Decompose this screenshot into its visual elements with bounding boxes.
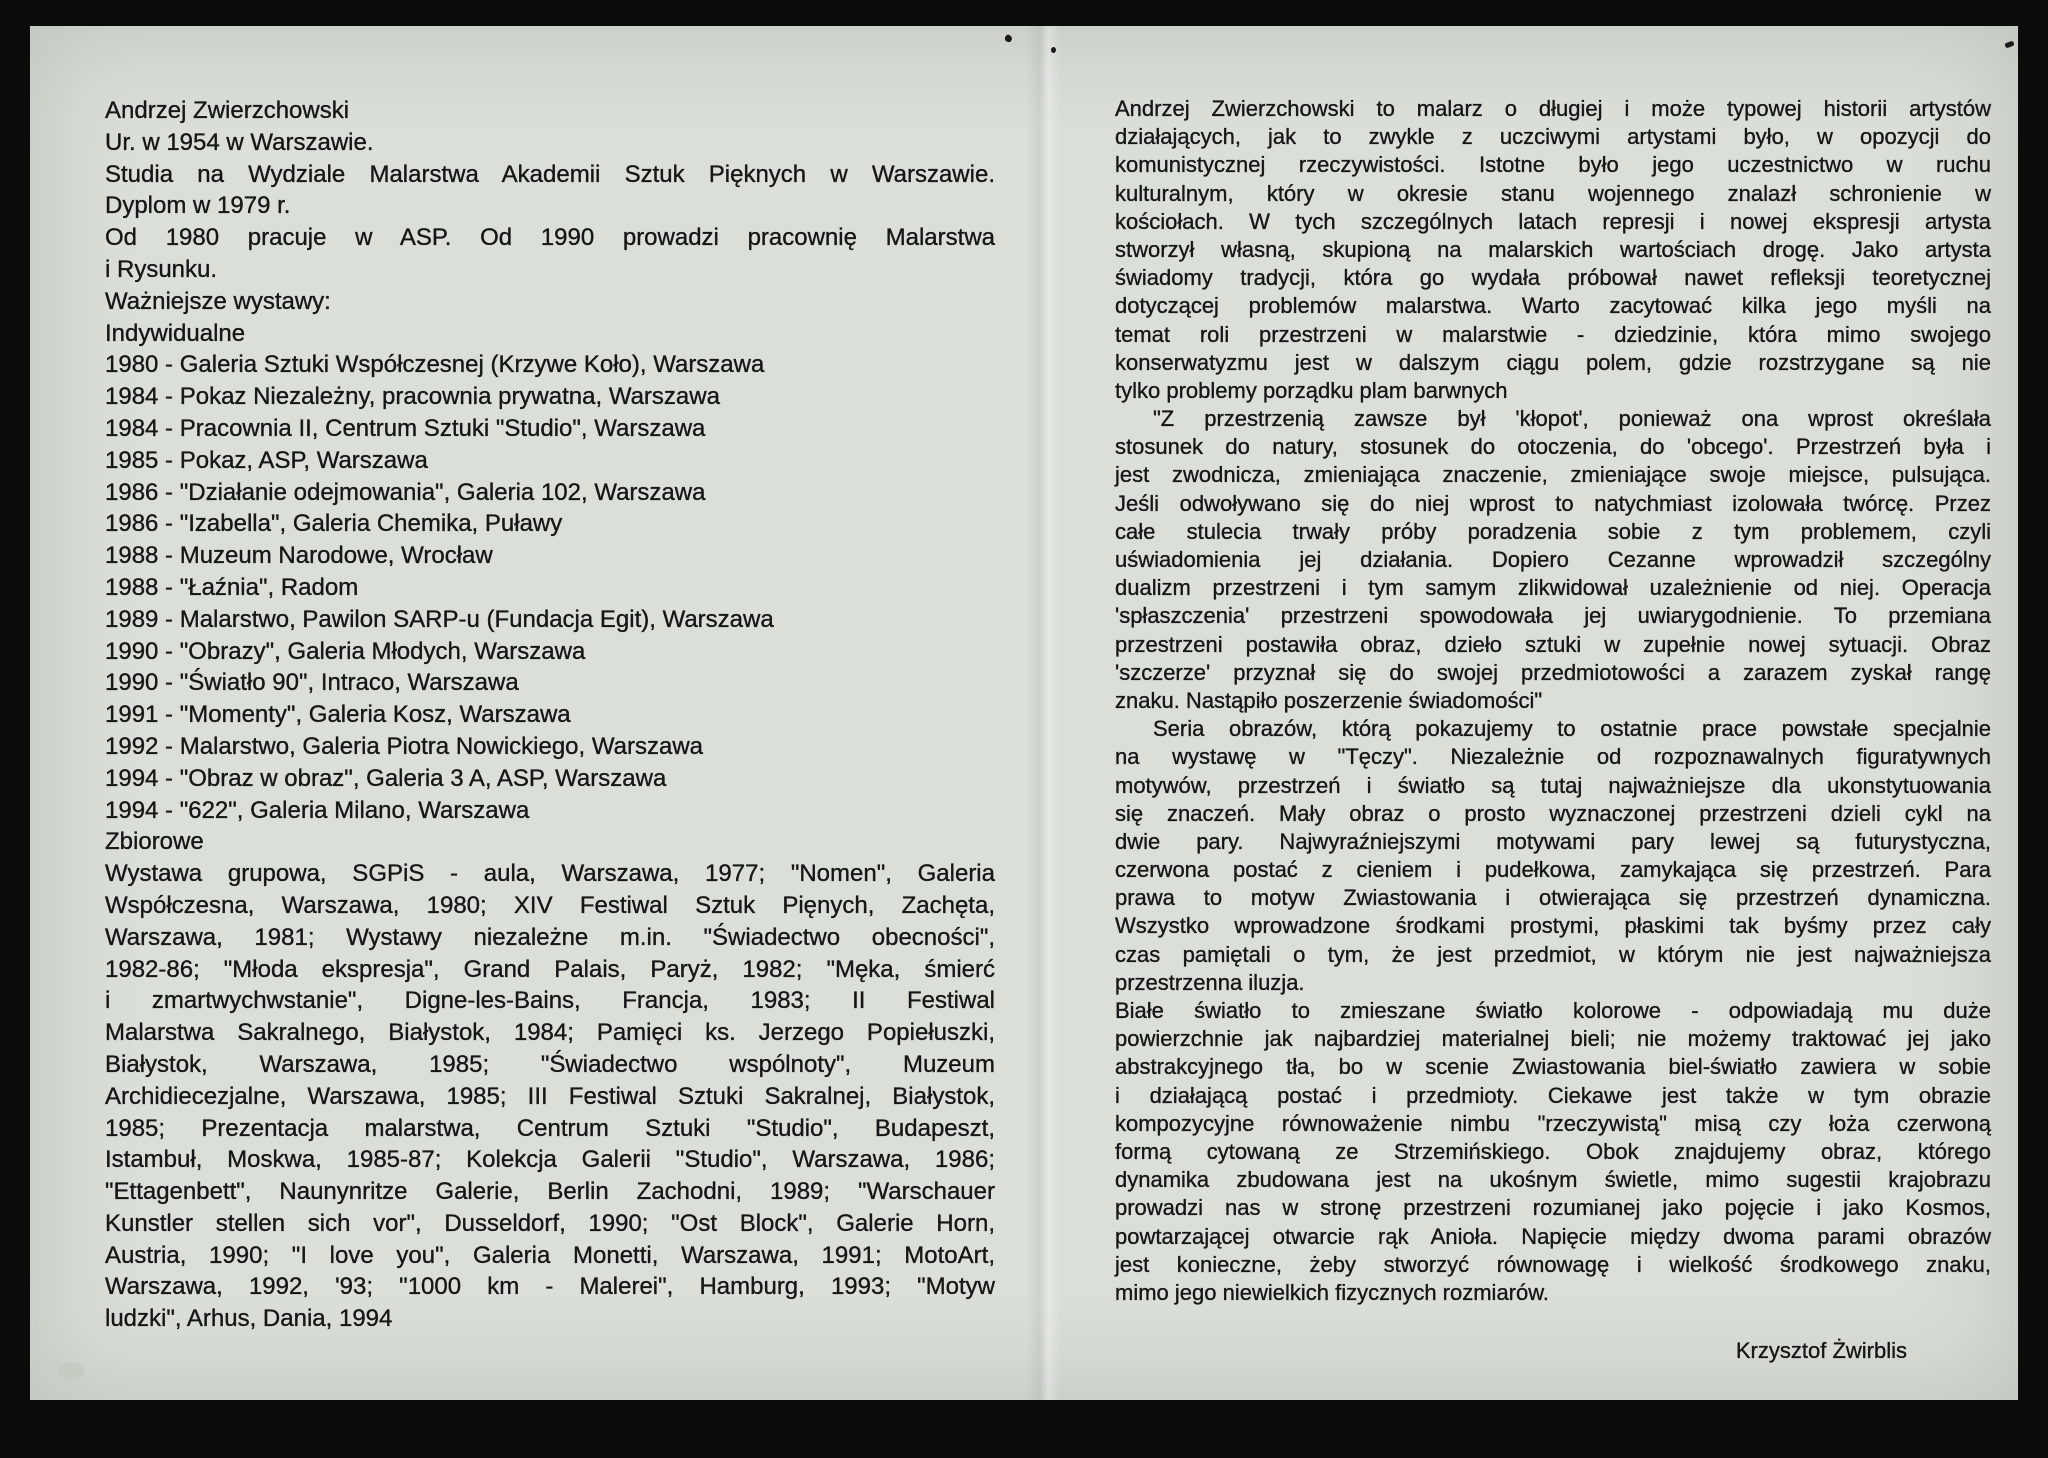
text-line: świadomy tradycji, która go wydała próbował nawet refleksji teoretycznej — [1115, 265, 1991, 291]
text-line: 1988 - Muzeum Narodowe, Wrocław — [105, 542, 493, 570]
text-line: powierzchnie jak najbardziej materialnej bieli; nie możemy traktować jej jako — [1115, 1026, 1991, 1052]
text-line: 1994 - "Obraz w obraz", Galeria 3 A, ASP, Warszawa — [105, 764, 667, 792]
left-page-text — [105, 95, 995, 1335]
scan-speck — [1051, 47, 1056, 53]
text-line: 1982-86; "Młoda ekspresja", Grand Palais, Paryż, 1982; "Męka, śmierć — [105, 955, 995, 983]
text-line: prowadzi nas w stronę przestrzeni rozumianej jako pojęcie i jako Kosmos, — [1115, 1195, 1991, 1221]
text-line: 'spłaszczenia' przestrzeni spowodowała jej uwiarygodnienie. To przemiana — [1115, 603, 1991, 629]
text-line: Indywidualne — [105, 319, 246, 347]
page-fold — [1026, 26, 1060, 1400]
text-line: dotyczącej problemów malarstwa. Warto zacytować kilka jego myśli na — [1115, 293, 1991, 319]
text-line: i zmartwychwstanie", Digne-les-Bains, Francja, 1983; II Festiwal — [105, 987, 995, 1015]
text-line: Istambuł, Moskwa, 1985-87; Kolekcja Galerii "Studio", Warszawa, 1986; — [105, 1146, 995, 1174]
text-line: Kunstler stellen sich vor", Dusseldorf, 1990; "Ost Block", Galerie Horn, — [105, 1209, 995, 1237]
text-line: Archidiecezjalne, Warszawa, 1985; III Festiwal Sztuki Sakralnej, Białystok, — [105, 1082, 995, 1110]
text-line: "Z przestrzenią zawsze był 'kłopot', ponieważ ona wprost określała — [1153, 406, 1991, 432]
text-line: 1986 - "Izabella", Galeria Chemika, Puławy — [105, 510, 563, 538]
text-line: Austria, 1990; "I love you", Galeria Monetti, Warszawa, 1991; MotoArt, — [105, 1241, 995, 1269]
text-line: Wystawa grupowa, SGPiS - aula, Warszawa, 1977; "Nomen", Galeria — [105, 860, 995, 888]
text-line: 1994 - "622", Galeria Milano, Warszawa — [105, 796, 530, 824]
text-line: stworzył własną, skupioną na malarskich wartościach drogę. Jako artysta — [1115, 236, 1991, 262]
text-line: Andrzej Zwierzchowski to malarz o długiej i może typowej historii artystów — [1115, 96, 1991, 121]
text-line: dwie pary. Najwyraźniejszymi motywami pary lewej są futurystyczna, — [1115, 828, 1991, 854]
text-line: przestrzenna iluzja. — [1115, 969, 1305, 995]
text-line: 1986 - "Działanie odejmowania", Galeria 102, Warszawa — [105, 478, 706, 506]
text-line: 1990 - "Światło 90", Intraco, Warszawa — [105, 669, 519, 697]
text-line: Warszawa, 1992, '93; "1000 km - Malerei", Hamburg, 1993; "Motyw — [105, 1273, 995, 1301]
text-line: mimo jego niewielkich fizycznych rozmiarów. — [1115, 1279, 1550, 1305]
text-line: całe stulecia trwały próby poradzenia sobie z tym problemem, czyli — [1115, 518, 1991, 544]
right-page-text — [1115, 95, 1991, 1307]
text-line: czas pamiętali o tym, że jest przedmiot, w którym nie jest najważniejsza — [1115, 941, 1991, 967]
text-line: jest konieczne, żeby stworzyć równowagę i wielkość środkowego znaku, — [1115, 1251, 1991, 1277]
text-line: 1984 - Pracownia II, Centrum Sztuki "Studio", Warszawa — [105, 414, 706, 442]
text-line: abstrakcyjnego tła, bo w scenie Zwiastowania biel-światło zawiera w sobie — [1115, 1054, 1991, 1080]
text-line: Ur. w 1954 w Warszawie. — [105, 128, 374, 156]
text-line: 1984 - Pokaz Niezależny, pracownia prywatna, Warszawa — [105, 383, 720, 411]
text-line: kościołach. W tych szczególnych latach represji i nowej ekspresji artysta — [1115, 208, 1991, 234]
text-line: temat roli przestrzeni w malarstwie - dziedzinie, która mimo swojego — [1115, 321, 1991, 347]
text-line: Malarstwa Sakralnego, Białystok, 1984; Pamięci ks. Jerzego Popiełuszki, — [105, 1019, 995, 1047]
text-line: jest zwodnicza, zmieniająca znaczenie, zmieniające swoje miejsce, pulsująca. — [1115, 462, 1991, 488]
text-line: 'szczerze' przyznał się do swojej przedmiotowości a zarazem zyskał rangę — [1115, 659, 1991, 685]
text-line: przestrzeni postawiła obraz, dzieło sztuki w zupełnie nowej sytuacji. Obraz — [1115, 631, 1991, 657]
text-line: formą cytowaną ze Strzemińskiego. Obok znajdujemy obraz, którego — [1115, 1138, 1991, 1164]
text-line: dynamika zbudowana jest na ukośnym świetle, mimo sugestii krajobrazu — [1115, 1167, 1991, 1193]
text-line: "Ettagenbett", Naunynritze Galerie, Berlin Zachodni, 1989; "Warschauer — [105, 1178, 995, 1206]
text-line: na wystawę w "Tęczy". Niezależnie od rozpoznawalnych figuratywnych — [1115, 744, 1991, 770]
paper — [30, 26, 2018, 1400]
text-line: Andrzej Zwierzchowski — [105, 97, 350, 124]
text-line: ludzki", Arhus, Dania, 1994 — [105, 1305, 393, 1333]
text-line: 1985 - Pokaz, ASP, Warszawa — [105, 446, 428, 474]
text-line: czerwona postać z cieniem i pudełkowa, zamykająca się przestrzeń. Para — [1115, 857, 1991, 883]
text-line: kulturalnym, który w okresie stanu wojennego znalazł schronienie w — [1115, 180, 1991, 206]
text-line: Warszawa, 1981; Wystawy niezależne m.in. "Świadectwo obecności", — [105, 923, 995, 951]
text-line: 1985; Prezentacja malarstwa, Centrum Sztuki "Studio", Budapeszt, — [105, 1114, 995, 1142]
scan-smudge — [58, 1362, 84, 1380]
text-line: prawa to motyw Zwiastowania i otwierająca się przestrzeń dynamiczna. — [1115, 885, 1991, 911]
text-line: działających, jak to zwykle z uczciwymi artystami było, w opozycji do — [1115, 124, 1991, 150]
text-line: Od 1980 pracuje w ASP. Od 1990 prowadzi pracownię Malarstwa — [105, 224, 995, 252]
author-signature: Krzysztof Żwirblis — [1735, 1338, 1907, 1363]
scan-speck — [1004, 34, 1013, 43]
text-line: powtarzającej otwarcie rąk Anioła. Napięcie między dwoma parami obrazów — [1115, 1223, 1991, 1249]
scan-speck — [2004, 41, 2014, 49]
text-line: znaku. Nastąpiło poszerzenie świadomości" — [1115, 687, 1543, 713]
text-line: i Rysunku. — [105, 255, 218, 283]
text-line: Białe światło to zmieszane światło kolorowe - odpowiadają mu duże — [1115, 998, 1991, 1023]
text-line: Seria obrazów, którą pokazujemy to ostatnie prace powstałe specjalnie — [1153, 716, 1991, 742]
text-line: dualizm przestrzeni i tym samym zlikwidował uzależnienie od niej. Operacja — [1115, 575, 1991, 601]
text-line: 1989 - Malarstwo, Pawilon SARP-u (Fundacja Egit), Warszawa — [105, 605, 774, 633]
text-line: się znaczeń. Mały obraz o prosto wyznaczonej przestrzeni dzieli cykl na — [1115, 800, 1991, 826]
text-line: 1992 - Malarstwo, Galeria Piotra Nowickiego, Warszawa — [105, 732, 703, 760]
text-line: 1990 - "Obrazy", Galeria Młodych, Warszawa — [105, 637, 586, 665]
text-line: Studia na Wydziale Malarstwa Akademii Sztuk Pięknych w Warszawie. — [105, 160, 995, 188]
text-line: Zbiorowe — [105, 828, 204, 856]
text-line: Wszystko wprowadzone środkami prostymi, płaskimi tak byśmy przez cały — [1115, 913, 1991, 939]
text-line: i działającą postać i przedmioty. Ciekawe jest także w tym obrazie — [1115, 1082, 1991, 1108]
text-line: konserwatyzmu jest w dalszym ciągu polem, gdzie rozstrzygane są nie — [1115, 349, 1991, 375]
text-line: Współczesna, Warszawa, 1980; XIV Festiwal Sztuk Pięnych, Zachęta, — [105, 891, 995, 919]
text-line: Jeśli odwoływano się do niej wprost to natychmiast izolowała twórcę. Przez — [1115, 490, 1991, 516]
text-line: kompozycyjne równoważenie nimbu "rzeczywistą" misą czy łoża czerwoną — [1115, 1110, 1991, 1136]
text-line: 1988 - "Łaźnia", Radom — [105, 573, 359, 601]
text-line: Dyplom w 1979 r. — [105, 192, 291, 220]
text-line: uświadomienia jej działania. Dopiero Cezanne wprowadził szczególny — [1115, 547, 1991, 572]
text-line: 1991 - "Momenty", Galeria Kosz, Warszawa — [105, 701, 571, 729]
text-line: Białystok, Warszawa, 1985; "Świadectwo wspólnoty", Muzeum — [105, 1050, 995, 1078]
text-line: 1980 - Galeria Sztuki Współczesnej (Krzywe Koło), Warszawa — [105, 351, 765, 379]
text-line: stosunek do natury, stosunek do otoczenia, do 'obcego'. Przestrzeń była i — [1115, 434, 1991, 460]
text-line: Ważniejsze wystawy: — [105, 287, 331, 315]
text-line: komunistycznej rzeczywistości. Istotne było jego uczestnictwo w ruchu — [1115, 152, 1991, 178]
text-line: tylko problemy porządku plam barwnych — [1115, 377, 1508, 403]
text-line: motywów, przestrzeń i światło są tutaj najważniejsze dla ukonstytuowania — [1115, 772, 1991, 798]
